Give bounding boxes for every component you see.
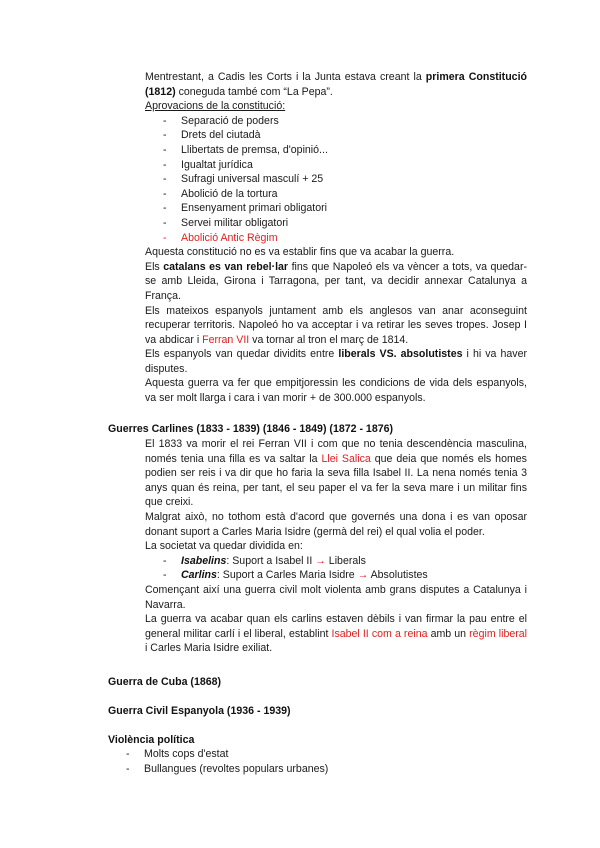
- faccions-list: [145, 554, 527, 583]
- list-item: - Sufragi universal masculí + 25: [145, 172, 527, 187]
- paragraph-guerra-civil-violenta: Començant així una guerra civil molt violenta amb grans disputes a Catalunya i Navarra.: [145, 583, 527, 611]
- aprovacions-title: Aprovacions de la constitució:: [145, 100, 286, 113]
- list-item: - Igualtat jurídica: [145, 158, 527, 173]
- paragraph-malgrat: Malgrat això, no tothom està d'acord que governés una dona i es van oposar donant suport a Carles Maria Isidre (germà del rei) el qual volia el poder.: [145, 510, 527, 538]
- aprovacions-list: [145, 114, 527, 245]
- list-item: - Servei militar obligatori: [145, 216, 527, 231]
- paragraph-pau: La guerra va acabar quan els carlins estaven dèbils i van firmar la pau entre el general militar carlí i el liberal, establint Isabel II com a reina amb un règim liberal i Carles Maria Isidre exiliat.: [145, 613, 527, 655]
- paragraph-constitucio: Mentrestant, a Cadis les Corts i la Junta estava creant la primera Constitució (1812) coneguda també com “La Pepa”.: [145, 71, 527, 98]
- paragraph-societat: La societat va quedar dividida en:: [145, 540, 303, 553]
- paragraph-dividits: Els espanyols van quedar dividits entre liberals VS. absolutistes i hi va haver disputes.: [145, 348, 528, 375]
- heading-guerra-civil: Guerra Civil Espanyola (1936 - 1939): [108, 705, 291, 717]
- list-item: - Separació de poders: [145, 114, 527, 129]
- arrow-icon: →: [315, 554, 326, 567]
- heading-guerra-cuba: Guerra de Cuba (1868): [108, 676, 222, 688]
- arrow-icon: →: [357, 569, 369, 582]
- paragraph-catalans: Els catalans es van rebel·lar fins que Napoleó els va vèncer a tots, va quedar-se amb Lleida, Girona i Tarragona, per tant, va decidir annexar Catalunya a França.: [145, 260, 528, 302]
- heading-guerres-carlines: Guerres Carlines (1833 - 1839) (1846 - 1849) (1872 - 1876): [108, 423, 394, 435]
- list-item: - Ensenyament primari obligatori: [145, 201, 527, 216]
- list-item-carlins: - Carlins: Suport a Carles Maria Isidre → Absolutistes: [145, 568, 527, 583]
- paragraph-establir: Aquesta constitució no es va establir fins que va acabar la guerra.: [145, 246, 455, 259]
- paragraph-espanyols-anglesos: Els mateixos espanyols juntament amb els anglesos van anar aconseguint recuperar territoris. Napoleó ho va acceptar i va retirar les seves tropes. Josep I va abdicar i Ferran VII va tornar al tron el març de 1814.: [145, 304, 527, 346]
- list-item: - Bullangues (revoltes populars urbanes): [108, 762, 528, 777]
- paragraph-condicions: Aquesta guerra va fer que empitjoressin les condicions de vida dels espanyols, va ser molt llarga i cara i van morir + de 300.000 espanyols.: [145, 377, 527, 405]
- paragraph-ferran-vii: El 1833 va morir el rei Ferran VII i com que no tenia descendència masculina, només tenia una filla es va saltar la Llei Salica que deia que només els homes podien ser reis i va dir que ho faria la seva filla Isabel II. La nena només tenia 3 anys quan és reina, per tant, el seu paper el va fer la seva mare i un militar fins que creixi.: [145, 438, 527, 509]
- heading-violencia-politica: Violència política: [108, 734, 195, 746]
- list-item: - Llibertats de premsa, d'opinió...: [145, 143, 527, 158]
- list-item: - Molts cops d'estat: [108, 747, 528, 762]
- list-item: - Drets del ciutadà: [145, 128, 527, 143]
- list-item-red: - Abolició Antic Règim: [145, 231, 527, 246]
- bold-primera-constitucio: primera Constitució (1812): [145, 71, 527, 98]
- violencia-list: [108, 747, 528, 776]
- list-item: - Abolició de la tortura: [145, 187, 527, 202]
- carlines-section: [145, 437, 527, 656]
- intro-section: [145, 70, 527, 406]
- list-item-isabelins: - Isabelins: Suport a Isabel II → Liberals: [145, 554, 527, 569]
